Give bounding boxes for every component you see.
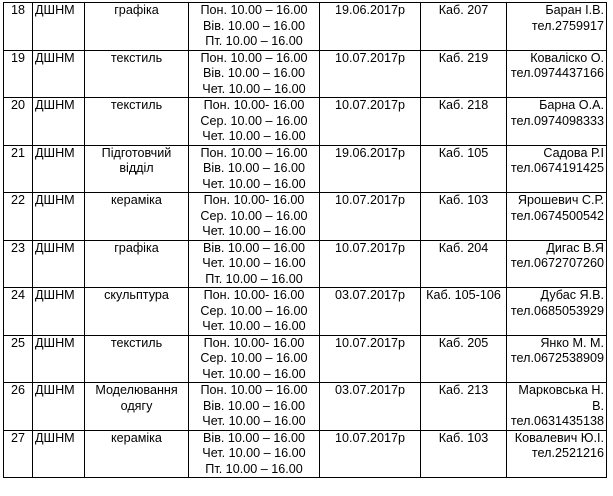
consultation-hours [189,50,320,98]
department: Підготовчий відділ [85,145,189,193]
hours-line: Сер. 10.00 – 16.00 [200,113,308,128]
contact [507,335,607,383]
hours-line: Пон. 10.00 – 16.00 [200,50,308,65]
room: Каб. 219 [421,50,507,98]
contact [507,240,607,288]
table-row [4,50,607,98]
contact-name: Дигас В.Я [546,240,604,255]
row-number: 20 [4,98,33,146]
hours-line: Чет. 10.00 – 16.00 [202,256,306,270]
contact [507,3,607,51]
start-date: 10.07.2017р [320,98,421,146]
contact-phone: тел.0674191425 [510,161,604,175]
contact [507,383,607,431]
room: Каб. 207 [421,3,507,51]
consultation-hours [189,193,320,241]
row-number: 25 [4,335,33,383]
row-number: 24 [4,288,33,336]
hours-line: Сер. 10.00 – 16.00 [200,208,308,223]
hours-line: Чет. 10.00 – 16.00 [202,319,306,333]
hours-line: Пон. 10.00- 16.00 [203,288,305,302]
row-number: 23 [4,240,33,288]
contact-phone: тел.0674500542 [510,208,604,223]
department: текстиль [85,335,189,383]
room: Каб. 213 [421,383,507,431]
contact [507,145,607,193]
hours-line: Чет. 10.00 – 16.00 [202,81,306,96]
department: текстиль [85,50,189,98]
hours-line: Вів. 10.00 – 16.00 [203,240,305,255]
school-name: ДШНМ [33,240,85,288]
hours-line: Пон. 10.00- 16.00 [203,193,305,207]
department: скульптура [85,288,189,336]
hours-line: Чет. 10.00 – 16.00 [202,224,306,238]
school-name: ДШНМ [33,288,85,336]
contact-phone: тел.2759917 [531,18,604,33]
start-date: 19.06.2017р [320,3,421,51]
row-number: 22 [4,193,33,241]
contact-phone: тел.0974098333 [510,113,604,128]
table-row [4,98,607,146]
hours-line: Пон. 10.00- 16.00 [203,98,305,112]
consultation-hours [189,383,320,431]
start-date: 03.07.2017р [320,383,421,431]
hours-line: Вів. 10.00 – 16.00 [203,161,305,175]
table-row [4,240,607,288]
contact [507,50,607,98]
contact [507,288,607,336]
start-date: 10.07.2017р [320,335,421,383]
start-date: 10.07.2017р [320,193,421,241]
department: графіка [85,240,189,288]
row-number: 27 [4,430,33,478]
hours-line: Вів. 10.00 – 16.00 [203,398,305,413]
contact-name: Янко М. М. [540,335,604,350]
room: Каб. 218 [421,98,507,146]
room: Каб. 205 [421,335,507,383]
start-date: 10.07.2017р [320,50,421,98]
consultation-hours [189,430,320,478]
contact-phone: тел.2521216 [531,446,604,460]
department: графіка [85,3,189,51]
table-row [4,145,607,193]
school-name: ДШНМ [33,383,85,431]
room: Каб. 105-106 [421,288,507,336]
start-date: 19.06.2017р [320,145,421,193]
row-number: 26 [4,383,33,431]
hours-line: Пон. 10.00- 16.00 [203,335,305,350]
start-date: 03.07.2017р [320,288,421,336]
schedule-rows [4,3,607,478]
hours-line: Чет. 10.00 – 16.00 [202,446,306,460]
start-date: 10.07.2017р [320,240,421,288]
row-number: 19 [4,50,33,98]
hours-line: Пт. 10.00 – 16.00 [205,34,303,48]
table-row [4,430,607,478]
room: Каб. 105 [421,145,507,193]
hours-line: Пт. 10.00 – 16.00 [205,271,303,286]
school-name: ДШНМ [33,145,85,193]
consultation-hours [189,288,320,336]
contact-phone: тел.0672538909 [510,351,604,365]
table-row [4,288,607,336]
hours-line: Вів. 10.00 – 16.00 [203,430,305,445]
school-name: ДШНМ [33,98,85,146]
contact [507,430,607,478]
table-row [4,193,607,241]
school-name: ДШНМ [33,193,85,241]
department: кераміка [85,430,189,478]
contact-phone: тел.0685053929 [510,303,604,318]
table-row [4,383,607,431]
hours-line: Вів. 10.00 – 16.00 [203,66,305,80]
table-row [4,3,607,51]
schedule-table [3,2,607,478]
hours-line: Пон. 10.00 – 16.00 [200,383,308,397]
room: Каб. 103 [421,430,507,478]
room: Каб. 204 [421,240,507,288]
consultation-hours [189,3,320,51]
department: текстиль [85,98,189,146]
row-number: 21 [4,145,33,193]
consultation-hours [189,98,320,146]
contact-phone: тел.0974437166 [510,66,604,80]
table-row [4,335,607,383]
school-name: ДШНМ [33,335,85,383]
contact-name: Коваліско О. [530,50,604,65]
hours-line: Чет. 10.00 – 16.00 [202,414,306,428]
school-name: ДШНМ [33,430,85,478]
contact [507,193,607,241]
consultation-hours [189,240,320,288]
contact-name: Ковалевич Ю.І. [514,430,604,445]
hours-line: Чет. 10.00 – 16.00 [202,176,306,191]
department: кераміка [85,193,189,241]
start-date: 10.07.2017р [320,430,421,478]
contact-name: Садова Р.І [543,145,604,160]
school-name: ДШНМ [33,3,85,51]
hours-line: Пон. 10.00 – 16.00 [200,3,308,17]
room: Каб. 103 [421,193,507,241]
contact-name: Дубас Я.В. [540,288,604,302]
contact-name: Барна О.А. [539,98,604,112]
row-number: 18 [4,3,33,51]
contact-phone: тел.0672707260 [510,256,604,270]
school-name: ДШНМ [33,50,85,98]
contact-phone: тел.0631435138 [510,414,604,428]
hours-line: Пон. 10.00 – 16.00 [200,145,308,160]
hours-line: Вів. 10.00 – 16.00 [203,18,305,33]
hours-line: Сер. 10.00 – 16.00 [200,351,308,365]
consultation-hours [189,145,320,193]
contact-name: Ярошевич С.Р. [517,193,604,207]
department: Моделювання одягу [85,383,189,431]
hours-line: Сер. 10.00 – 16.00 [200,303,308,318]
hours-line: Чет. 10.00 – 16.00 [202,129,306,143]
contact [507,98,607,146]
contact-name: Баран І.В. [545,3,604,17]
hours-line: Пт. 10.00 – 16.00 [205,461,303,476]
contact-name: Марковська Н. В. [518,383,604,413]
hours-line: Чет. 10.00 – 16.00 [202,366,306,381]
consultation-hours [189,335,320,383]
